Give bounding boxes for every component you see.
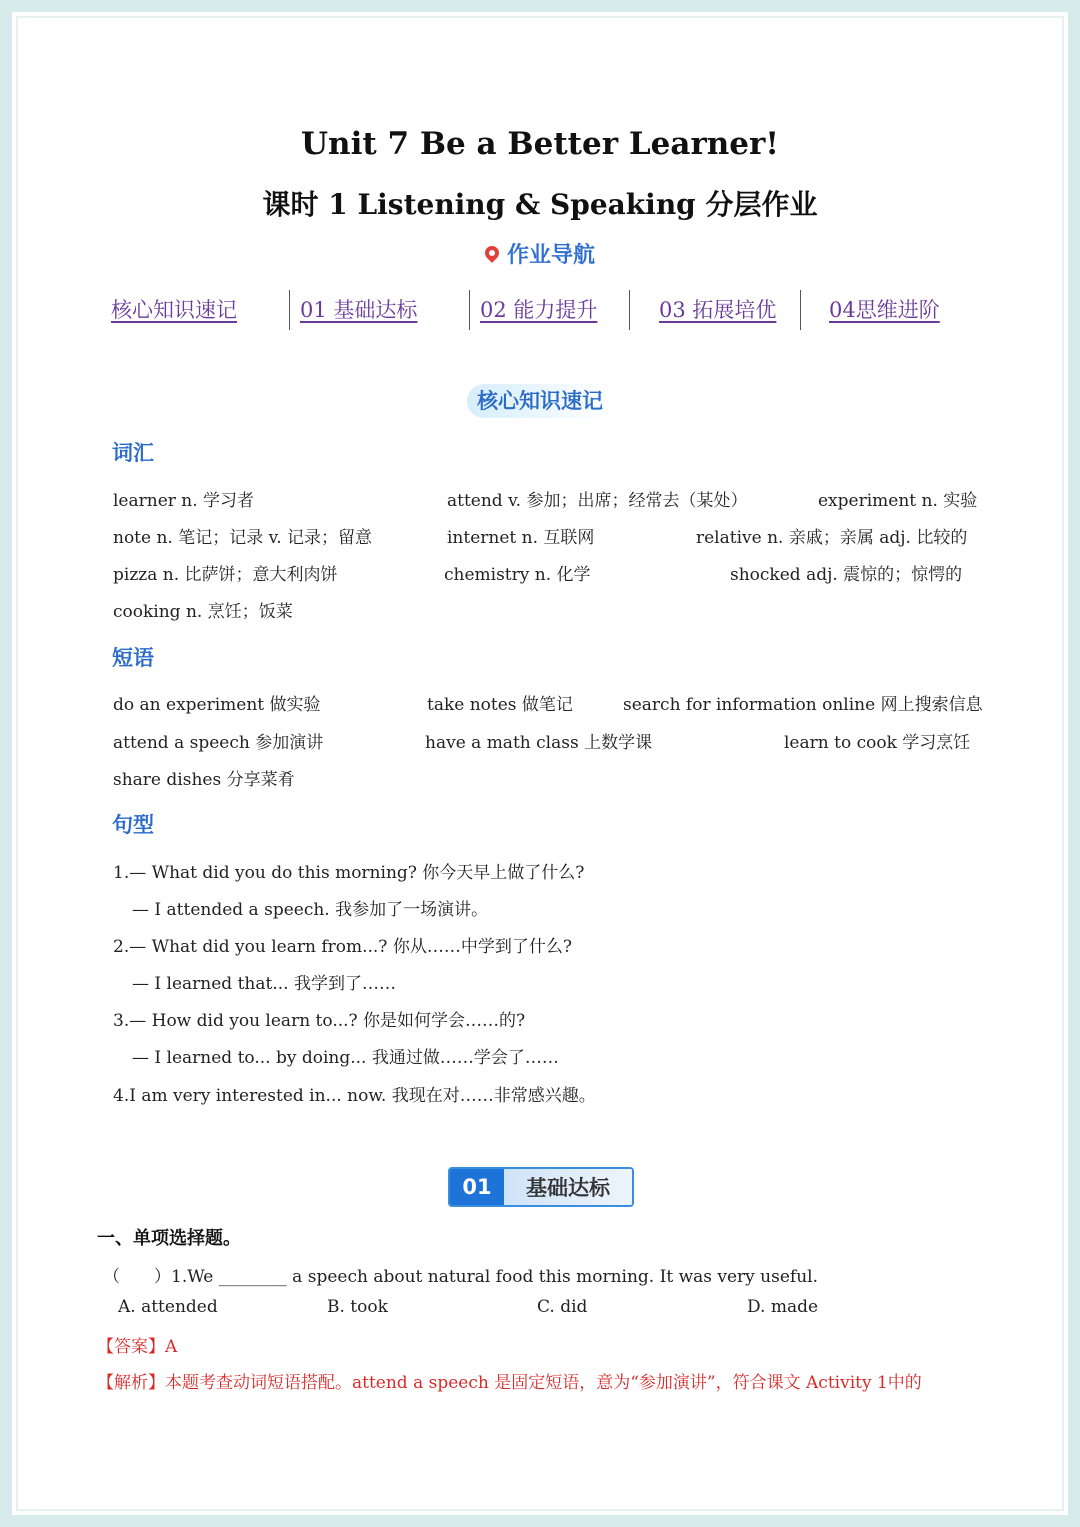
section-badge-01 <box>448 1167 634 1207</box>
vocab-item: relative n. 亲戚；亲属 adj. 比较的 <box>696 528 968 548</box>
phrase-item: have a math class 上数学课 <box>425 733 653 753</box>
sentence-line: 2.— What did you learn from...? 你从……中学到了什么? <box>113 937 572 957</box>
nav-divider <box>289 290 290 330</box>
section-badge-number: 01 <box>450 1169 504 1205</box>
answer-line: 【答案】A <box>97 1337 178 1357</box>
phrase-item: search for information online 网上搜索信息 <box>623 695 983 715</box>
nav-heading-label: 作业导航 <box>506 243 595 268</box>
section-badge-label: 基础达标 <box>504 1169 632 1205</box>
phrase-item: do an experiment 做实验 <box>113 695 321 715</box>
phrase-item: share dishes 分享菜肴 <box>113 770 295 790</box>
nav-link-03[interactable]: 03 拓展培优 <box>659 298 777 322</box>
sentence-line: 1.— What did you do this morning? 你今天早上做了什么? <box>113 863 585 883</box>
sentence-line: 3.— How did you learn to...? 你是如何学会……的? <box>113 1011 526 1031</box>
vocab-item: pizza n. 比萨饼；意大利肉饼 <box>113 565 338 585</box>
vocab-item: cooking n. 烹饪；饭菜 <box>113 602 293 622</box>
sentence-line: — I attended a speech. 我参加了一场演讲。 <box>132 900 489 920</box>
phrase-item: attend a speech 参加演讲 <box>113 733 324 753</box>
vocab-item: chemistry n. 化学 <box>444 565 591 585</box>
option-d: D. made <box>747 1297 819 1317</box>
option-c: C. did <box>537 1297 588 1317</box>
section-badge-core: 核心知识速记 <box>467 384 613 418</box>
sentences-heading: 句型 <box>112 813 154 837</box>
nav-heading <box>0 238 1080 269</box>
nav-link-01[interactable]: 01 基础达标 <box>300 298 418 322</box>
vocab-item: attend v. 参加；出席；经常去（某处） <box>447 491 748 511</box>
vocab-item: experiment n. 实验 <box>818 491 978 511</box>
nav-divider <box>800 290 801 330</box>
page-title: Unit 7 Be a Better Learner! <box>301 126 779 162</box>
sentence-line: — I learned that... 我学到了…… <box>132 974 396 994</box>
sentence-line: — I learned to... by doing... 我通过做……学会了…… <box>132 1048 559 1068</box>
phrase-item: take notes 做笔记 <box>427 695 573 715</box>
part-heading: 一、单项选择题。 <box>97 1228 241 1249</box>
option-b: B. took <box>327 1297 388 1317</box>
page-subtitle: 课时 1 Listening & Speaking 分层作业 <box>262 188 818 221</box>
nav-divider <box>469 290 470 330</box>
nav-link-core[interactable]: 核心知识速记 <box>111 298 237 322</box>
nav-link-04[interactable]: 04思维进阶 <box>829 298 940 322</box>
sentence-line: 4.I am very interested in... now. 我现在对……非常感兴趣。 <box>113 1086 596 1106</box>
location-pin-icon <box>482 243 502 263</box>
analysis-line: 【解析】本题考查动词短语搭配。attend a speech 是固定短语，意为“参加演讲”，符合课文 Activity 1中的 <box>97 1373 922 1393</box>
nav-divider <box>629 290 630 330</box>
vocab-item: note n. 笔记；记录 v. 记录；留意 <box>113 528 373 548</box>
vocab-item: learner n. 学习者 <box>113 491 255 511</box>
vocab-item: shocked adj. 震惊的；惊愕的 <box>730 565 963 585</box>
vocab-item: internet n. 互联网 <box>447 528 595 548</box>
vocab-heading: 词汇 <box>112 441 154 465</box>
phrase-item: learn to cook 学习烹饪 <box>784 733 971 753</box>
phrases-heading: 短语 <box>112 646 154 670</box>
option-a: A. attended <box>118 1297 218 1317</box>
nav-link-02[interactable]: 02 能力提升 <box>480 298 598 322</box>
question-stem: （ ）1.We ________ a speech about natural food this morning. It was very useful. <box>103 1267 818 1287</box>
